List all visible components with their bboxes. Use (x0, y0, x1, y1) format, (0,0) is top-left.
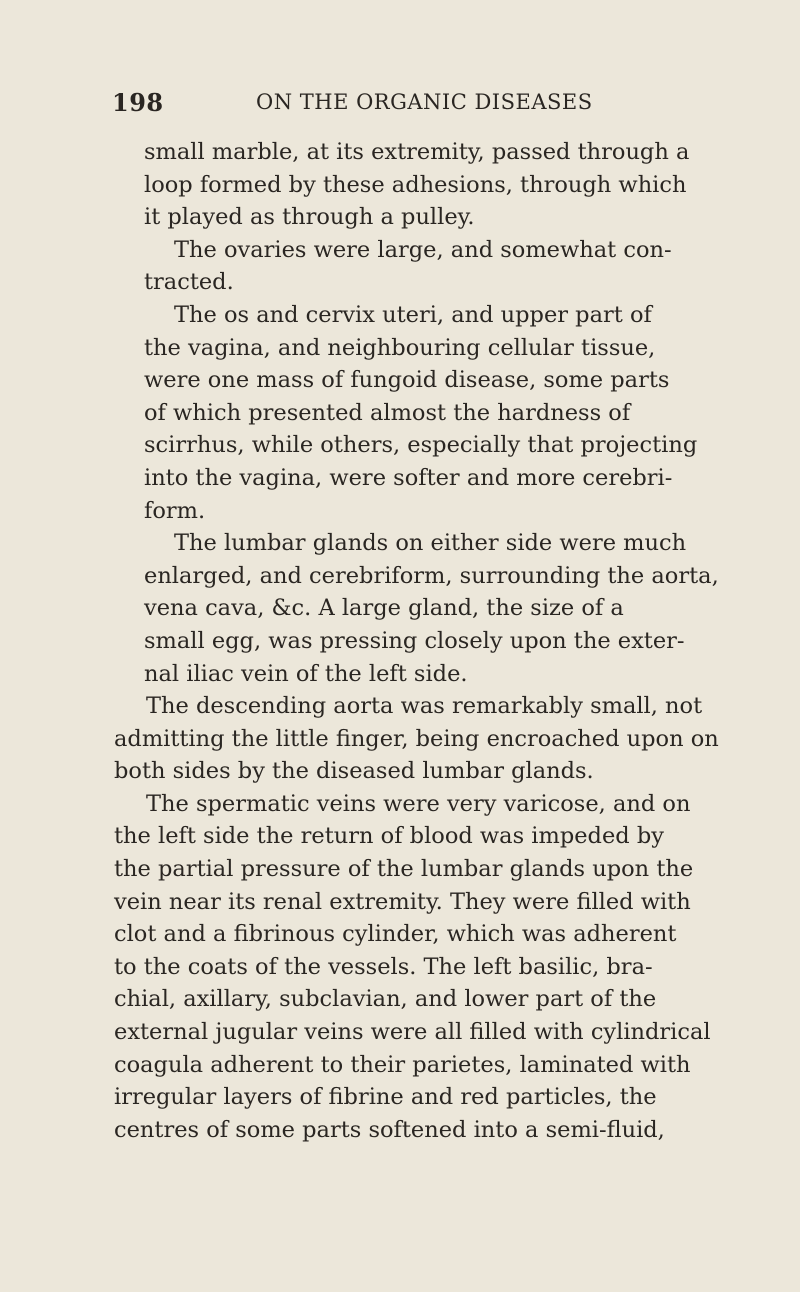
text-line: into the vagina, were softer and more cerebri- (144, 464, 673, 491)
text-line: the vagina, and neighbouring cellular tissue, (144, 334, 656, 361)
text-line: irregular layers of fibrine and red particles, the (114, 1084, 657, 1111)
text-line: centres of some parts softened into a semi-fluid, (114, 1116, 665, 1143)
text-line: nal iliac vein of the left side. (144, 660, 468, 687)
text-line: enlarged, and cerebriform, surrounding the aorta, (144, 562, 719, 589)
text-line: small marble, at its extremity, passed through a (144, 139, 690, 165)
text-line: were one mass of fungoid disease, some parts (144, 367, 670, 394)
text-line: of which presented almost the hardness of (144, 399, 631, 426)
text-line: coagula adherent to their parietes, laminated with (114, 1051, 691, 1078)
text-line: it played as through a pulley. (144, 204, 475, 231)
text-line: both sides by the diseased lumbar glands. (114, 758, 594, 785)
body-text (114, 136, 719, 1146)
text-line: scirrhus, while others, especially that projecting (144, 432, 698, 459)
text-line: vena cava, &c. A large gland, the size of a (144, 595, 624, 622)
text-line: to the coats of the vessels. The left basilic, bra- (114, 953, 653, 980)
running-head: ON THE ORGANIC DISEASES (256, 90, 593, 114)
text-line: loop formed by these adhesions, through which (144, 171, 687, 198)
text-line: chial, axillary, subclavian, and lower part of the (114, 986, 657, 1013)
text-line: vein near its renal extremity. They were filled with (114, 888, 691, 915)
text-line: The lumbar glands on either side were much (174, 530, 687, 557)
text-line: the partial pressure of the lumbar glands upon the (114, 856, 694, 883)
text-line: form. (144, 497, 206, 524)
text-line: The descending aorta was remarkably small, not (146, 693, 703, 720)
text-line: the left side the return of blood was impeded by (114, 823, 664, 850)
text-line: tracted. (144, 269, 234, 296)
text-line: admitting the little finger, being encroached upon on (114, 725, 719, 752)
text-line: The ovaries were large, and somewhat con- (174, 236, 672, 263)
text-line: small egg, was pressing closely upon the exter- (144, 627, 685, 654)
text-line: The os and cervix uteri, and upper part of (174, 301, 652, 328)
page-number: 198 (112, 88, 164, 117)
text-line: external jugular veins were all filled with cylindrical (114, 1019, 711, 1046)
text-line: The spermatic veins were very varicose, and on (146, 790, 691, 817)
text-line: clot and a fibrinous cylinder, which was adherent (114, 921, 677, 948)
